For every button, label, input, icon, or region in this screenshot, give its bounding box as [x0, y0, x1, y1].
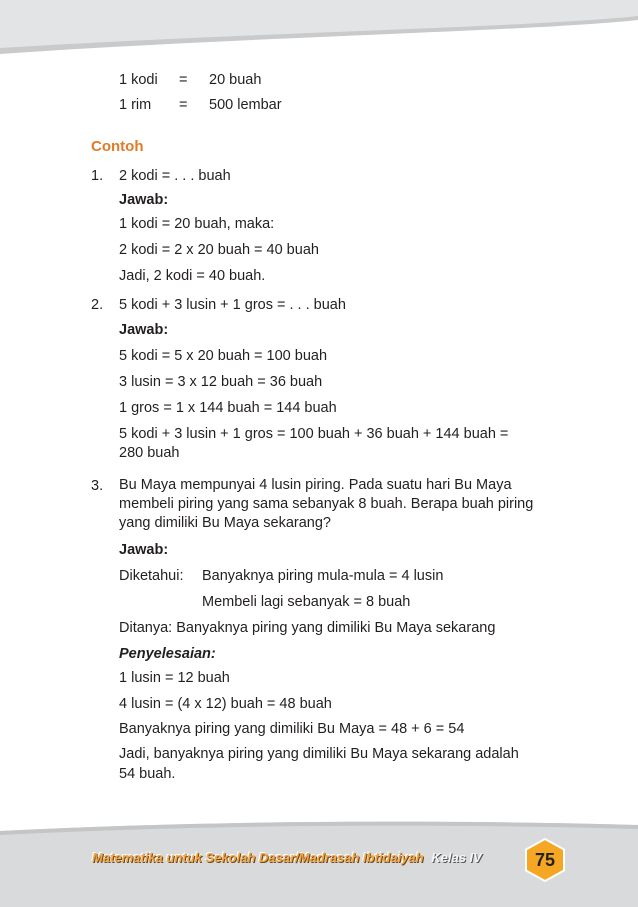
total-line-continued: 280 buah: [119, 445, 180, 461]
answer-label: Jawab:: [119, 542, 169, 558]
diketahui-label: Diketahui:: [119, 568, 184, 584]
answer-line: 3 lusin = 3 x 12 buah = 36 buah: [119, 374, 323, 390]
answer-line: 5 kodi = 5 x 20 buah = 100 buah: [119, 348, 328, 364]
unit-equals: =: [179, 72, 188, 88]
problem-text-line: Bu Maya mempunyai 4 lusin piring. Pada suatu hari Bu Maya: [119, 477, 512, 493]
page-number: 75: [534, 849, 556, 870]
unit-value-kodi: 20 buah: [209, 72, 262, 88]
example-number: 2.: [91, 297, 104, 313]
answer-line: Jadi, 2 kodi = 40 buah.: [119, 268, 266, 284]
section-heading: Contoh: [91, 138, 144, 155]
answer-line: 2 kodi = 2 x 20 buah = 40 buah: [119, 242, 319, 258]
solution-line: Banyaknya piring yang dimiliki Bu Maya = 48 + 6 = 54: [119, 721, 465, 737]
answer-line: 1 kodi = 20 buah, maka:: [119, 216, 275, 232]
footer-book-title: [92, 850, 482, 865]
answer-line: 1 gros = 1 x 144 buah = 144 buah: [119, 400, 337, 416]
answer-label: Jawab:: [119, 322, 169, 338]
page-number-badge: [523, 838, 567, 882]
total-line: 5 kodi + 3 lusin + 1 gros = 100 buah + 36 buah + 144 buah =: [119, 426, 509, 442]
diketahui-line: Membeli lagi sebanyak = 8 buah: [202, 594, 411, 610]
conclusion-line: Jadi, banyaknya piring yang dimiliki Bu Maya sekarang adalah: [119, 746, 519, 762]
problem-text-line: yang dimiliki Bu Maya sekarang?: [119, 515, 331, 531]
ditanya-line: Ditanya: Banyaknya piring yang dimiliki Bu Maya sekarang: [119, 620, 496, 636]
example-number: 1.: [91, 168, 104, 184]
book-kelas-text: Kelas IV: [431, 850, 482, 865]
problem-text-line: membeli piring yang sama sebanyak 8 buah. Berapa buah piring: [119, 496, 534, 512]
diketahui-line: Banyaknya piring mula-mula = 4 lusin: [202, 568, 444, 584]
example-question: 5 kodi + 3 lusin + 1 gros = . . . buah: [119, 297, 346, 313]
unit-equals: =: [179, 97, 188, 113]
solution-line: 4 lusin = (4 x 12) buah = 48 buah: [119, 696, 332, 712]
unit-value-rim: 500 lembar: [209, 97, 282, 113]
penyelesaian-label: Penyelesaian:: [119, 646, 216, 662]
solution-line: 1 lusin = 12 buah: [119, 670, 230, 686]
book-title-text: Matematika untuk Sekolah Dasar/Madrasah Ibtidaiyah: [92, 850, 424, 865]
unit-name-kodi: 1 kodi: [119, 72, 158, 88]
answer-label: Jawab:: [119, 192, 169, 208]
top-decorative-band: [0, 0, 638, 60]
example-question: 2 kodi = . . . buah: [119, 168, 231, 184]
conclusion-line-continued: 54 buah.: [119, 766, 176, 782]
unit-name-rim: 1 rim: [119, 97, 152, 113]
example-number: 3.: [91, 478, 104, 494]
